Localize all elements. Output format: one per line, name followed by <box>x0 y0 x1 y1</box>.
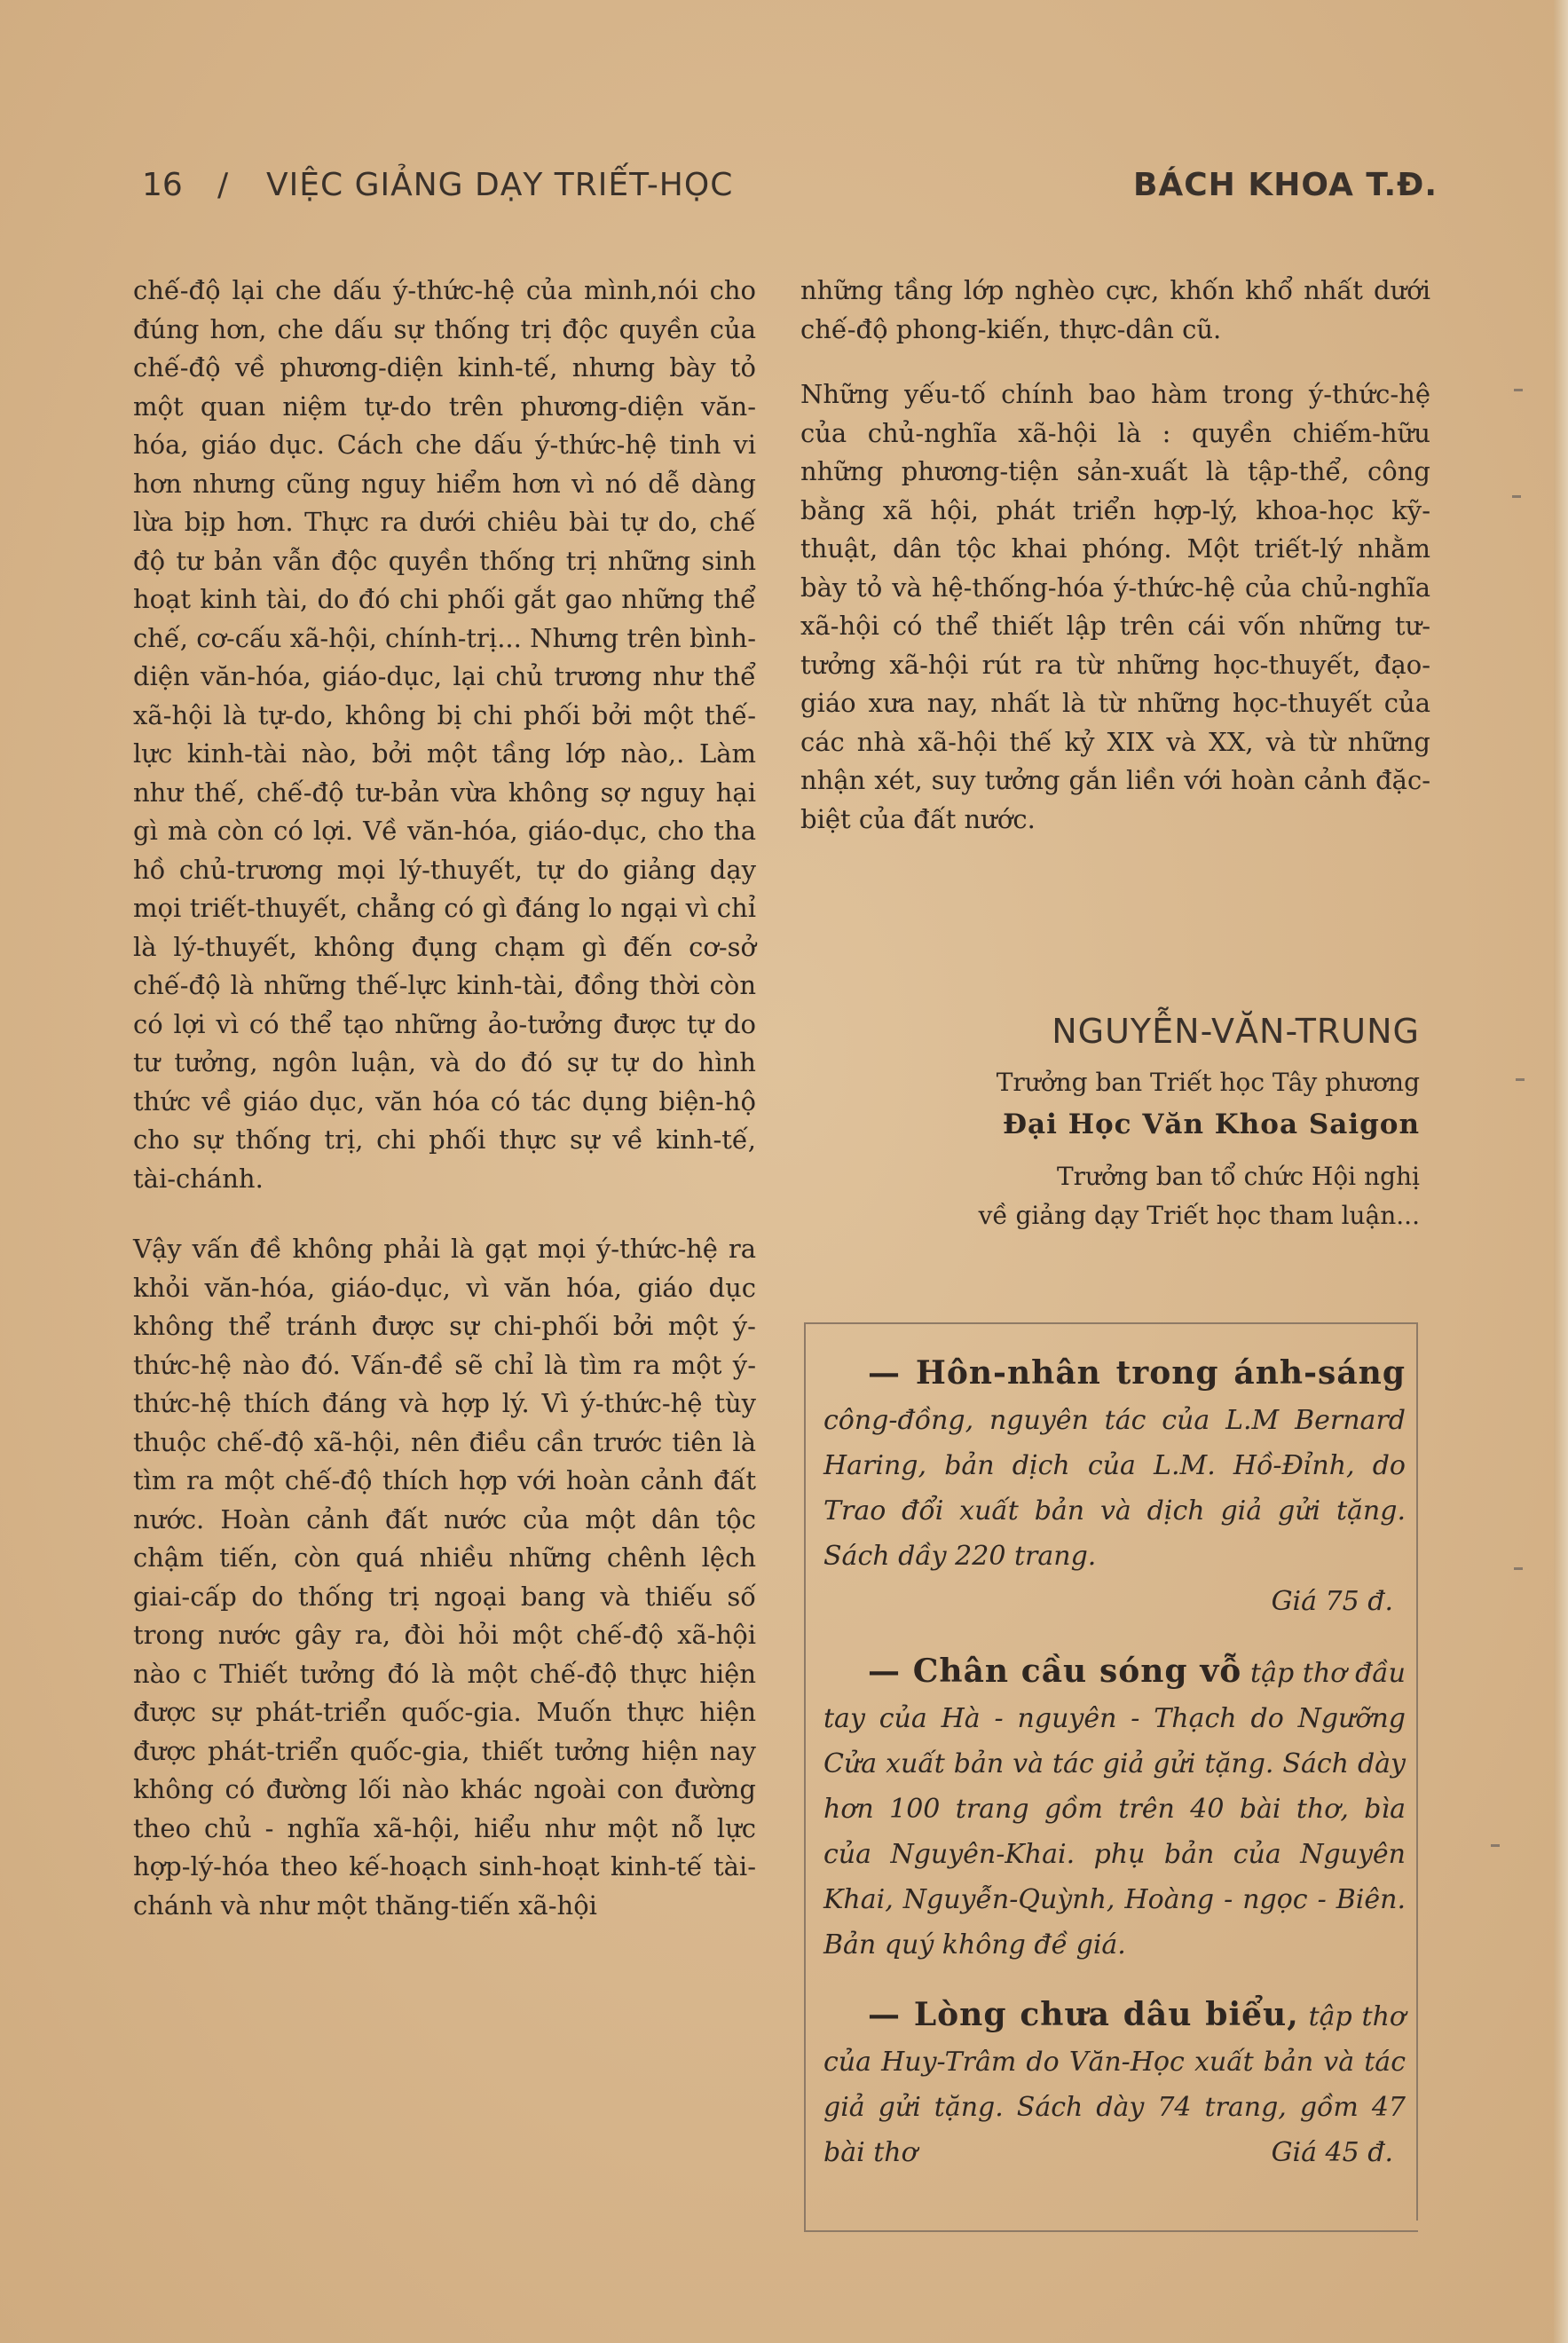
margin-mark <box>1516 1078 1525 1081</box>
book-price: Giá 45 đ. <box>1271 2137 1393 2168</box>
book-title: — Lòng chưa dâu biểu, <box>868 1996 1299 2033</box>
book-description: tập thơ của Huy-Trâm do Văn-Học xuất bản và tác giả gửi tặng. Sách dày 74 trang, gồm 47 bài thơ <box>823 2001 1406 2168</box>
body-paragraph: Vậy vấn đề không phải là gạt mọi ý-thức-hệ ra khỏi văn-hóa, giáo-dục, vì văn hóa, giáo dục không thể tránh được sự chi-phối bởi một ý-thức-hệ nào đó. Vấn-đề sẽ chỉ là tìm ra một ý-thức-hệ thích đáng và hợp lý. Vì ý-thức-hệ tùy thuộc chế-độ xã-hội, nên điều cần trước tiên là tìm ra một chế-độ thích hợp với hoàn cảnh đất nước. Hoàn cảnh đất nước của một dân tộc chậm tiến, còn quá nhiều những chênh lệch giai-cấp do thống trị ngoại bang và thiếu số trong nước gây ra, đòi hỏi một chế-độ xã-hội nào c Thiết tưởng đó là một chế-độ thực hiện được sự phát-triển quốc-gia. Muốn thực hiện được phát-triển quốc-gia, thiết tưởng hiện nay không có đường lối nào khác ngoài con đường theo chủ - nghĩa xã-hội, hiểu như một nỗ lực hợp-lý-hóa theo kế-hoạch sinh-hoạt kinh-tế tài-chánh và như một thăng-tiến xã-hội <box>133 1234 756 1921</box>
margin-mark <box>1514 389 1523 391</box>
journal-name: BÁCH KHOA T.Đ. <box>1132 167 1438 203</box>
header-separator: / <box>217 167 229 203</box>
new-books-box <box>804 1322 1418 2232</box>
book-notice <box>823 1351 1406 1624</box>
left-column <box>133 272 756 1925</box>
book-description: công-đồng, nguyên tác của L.M Bernard Haring, bản dịch của L.M. Hồ-Đỉnh, do Trao đổi xuất bản và dịch giả gửi tặng. Sách dầy 220 trang. <box>823 1405 1406 1572</box>
author-title: Trưởng ban Triết học Tây phương <box>996 1068 1420 1097</box>
book-title: — Chân cầu sóng vỗ <box>868 1653 1242 1690</box>
body-paragraph: những tầng lớp nghèo cực, khốn khổ nhất dưới chế-độ phong-kiến, thực-dân cũ. <box>800 275 1430 344</box>
body-paragraph: chế-độ lại che dấu ý-thức-hệ của mình,nói cho đúng hơn, che dấu sự thống trị độc quyền của chế-độ về phương-diện kinh-tế, nhưng bày tỏ một quan niệm tự-do trên phương-diện văn-hóa, giáo dục. Cách che dấu ý-thức-hệ tinh vi hơn nhưng cũng nguy hiểm hơn vì nó dễ dàng lừa bịp hơn. Thực ra dưới chiêu bài tự do, chế độ tư bản vẫn độc quyền thống trị những sinh hoạt kinh tài, do đó chi phối gắt gao những thể chế, cơ-cấu xã-hội, chính-trị... Nhưng trên bình-diện văn-hóa, giáo-dục, lại chủ trương như thể xã-hội là tự-do, không bị chi phối bởi một thế-lực kinh-tài nào, bởi một tầng lớp nào,. Làm như thế, chế-độ tư-bản vừa không sợ nguy hại gì mà còn có lợi. Về văn-hóa, giáo-dục, cho tha hồ chủ-trương mọi lý-thuyết, tự do giảng dạy mọi triết-thuyết, chẳng có gì đáng lo ngại vì chỉ là lý-thuyết, không đụng chạm gì đến cơ-sở chế-độ là những thế-lực kinh-tài, đồng thời còn có lợi vì có thể tạo những ảo-tưởng được tự do tư tưởng, ngôn luận, và do đó sự tự do hình thức về giáo dục, văn hóa có tác dụng biện-hộ cho sự thống trị, chi phối thực sự về kinh-tế, tài-chánh. <box>133 275 756 1194</box>
book-notice <box>823 1992 1406 2175</box>
margin-mark <box>1514 1567 1523 1570</box>
book-title: — Hôn-nhân trong ánh-sáng <box>868 1354 1406 1392</box>
book-description: tập thơ đầu tay của Hà - nguyên - Thạch do Ngưỡng Cửa xuất bản và tác giả gửi tặng. Sách dày hơn 100 trang gồm trên 40 bài thơ, bìa của Nguyên-Khai. phụ bản của Nguyên Khai, Nguyễn-Quỳnh, Hoàng - ngọc - Biên. Bản quý không đề giá. <box>823 1658 1406 1960</box>
margin-mark <box>1491 1844 1500 1847</box>
page-number: 16 <box>142 167 183 203</box>
running-header <box>133 167 1438 220</box>
page-edge <box>1554 0 1568 2343</box>
author-signature <box>941 1012 1420 1235</box>
author-name: NGUYỄN-VĂN-TRUNG <box>1052 1012 1420 1051</box>
right-column <box>800 272 1430 839</box>
margin-mark <box>1512 495 1521 498</box>
author-role: Trưởng ban tổ chức Hội nghị <box>1056 1162 1420 1191</box>
author-role-detail: về giảng dạy Triết học tham luận... <box>978 1201 1420 1230</box>
section-title: VIỆC GIẢNG DẠY TRIẾT-HỌC <box>266 167 734 203</box>
author-institution: Đại Học Văn Khoa Saigon <box>1002 1108 1420 1140</box>
book-price: Giá 75 đ. <box>1271 1586 1393 1617</box>
body-paragraph: Những yếu-tố chính bao hàm trong ý-thức-hệ của chủ-nghĩa xã-hội là : quyền chiếm-hữu những phương-tiện sản-xuất là tập-thể, công bằng xã hội, phát triển hợp-lý, khoa-học kỹ-thuật, dân tộc khai phóng. Một triết-lý nhằm bày tỏ và hệ-thống-hóa ý-thức-hệ của chủ-nghĩa xã-hội có thể thiết lập trên cái vốn những tư-tưởng xã-hội rút ra từ những học-thuyết, đạo-giáo xưa nay, nhất là từ những học-thuyết của các nhà xã-hội thế kỷ XIX và XX, và từ những nhận xét, suy tưởng gắn liền với hoàn cảnh đặc- biệt của đất nước. <box>800 379 1430 834</box>
book-notice <box>823 1649 1406 1968</box>
